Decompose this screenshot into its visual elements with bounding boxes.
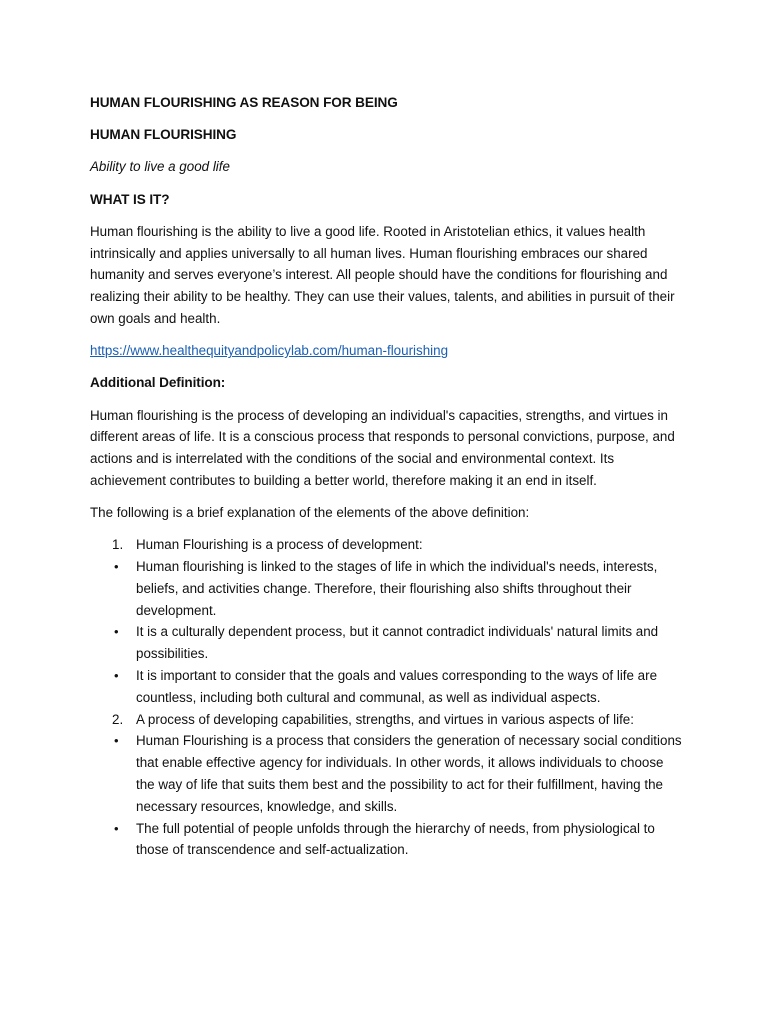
list-item <box>90 709 682 731</box>
list-item-text: It is important to consider that the goals and values corresponding to the ways of life are countless, including both cultural and communal, as well as individual aspects. <box>136 668 658 705</box>
bullet-icon: • <box>114 559 119 575</box>
list-item-text: Human flourishing is linked to the stages of life in which the individual's needs, interests, beliefs, and activities change. Therefore, their flourishing also shifts throughout their development. <box>136 559 658 618</box>
list-item <box>90 621 682 665</box>
bullet-icon: • <box>114 624 119 640</box>
list-item-text: Human Flourishing is a process of development: <box>136 537 423 553</box>
list-item <box>90 556 682 621</box>
subtitle: Ability to live a good life <box>90 159 230 175</box>
list-item <box>90 534 682 556</box>
section-heading: HUMAN FLOURISHING <box>90 127 237 143</box>
bullet-icon: • <box>114 820 119 836</box>
list-item-text: A process of developing capabilities, strengths, and virtues in various aspects of life: <box>136 711 634 727</box>
list-item <box>90 730 682 817</box>
source-link[interactable]: https://www.healthequityandpolicylab.com/human-flourishing <box>90 343 449 359</box>
paragraph-definition: Human flourishing is the ability to live a good life. Rooted in Aristotelian ethics, it values health intrinsically and applies universally to all human lives. Human flourishing embraces our shared humanity and serves everyone’s interest. All people should have the conditions for flourishing and realizing their ability to be healthy. They can use their values, talents, and abilities in pursuit of their own goals and health. <box>90 223 675 326</box>
list-marker: 1. <box>112 537 124 553</box>
list-item-text: The full potential of people unfolds through the hierarchy of needs, from physiological to those of transcendence and self-actualization. <box>136 820 655 858</box>
list-intro: The following is a brief explanation of the elements of the above definition: <box>90 505 530 521</box>
what-is-it-heading: WHAT IS IT? <box>90 191 170 207</box>
document-title: HUMAN FLOURISHING AS REASON FOR BEING <box>90 95 398 110</box>
list-marker: 2. <box>112 711 124 727</box>
list-item <box>90 818 682 862</box>
paragraph-additional-definition: Human flourishing is the process of developing an individual's capacities, strengths, and virtues in different areas of life. It is a conscious process that responds to personal convictions, purpose, and actions and is interrelated with the conditions of the social and environmental context. Its achievement contributes to building a better world, therefore making it an end in itself. <box>90 407 675 488</box>
bullet-icon: • <box>114 668 119 684</box>
additional-definition-heading: Additional Definition: <box>90 375 226 391</box>
list-item-text: It is a culturally dependent process, but it cannot contradict individuals' natural limits and possibilities. <box>136 624 659 662</box>
list-item-text: Human Flourishing is a process that considers the generation of necessary social conditions that enable effective agency for individuals. In other words, it allows individuals to choose the way of life that suits them best and the possibility to act for their fulfillment, having the necessary resources, knowledge, and skills. <box>136 733 682 814</box>
document-page <box>90 92 682 861</box>
bullet-icon: • <box>114 733 119 749</box>
list-item <box>90 665 682 709</box>
definition-elements-list <box>90 534 682 861</box>
